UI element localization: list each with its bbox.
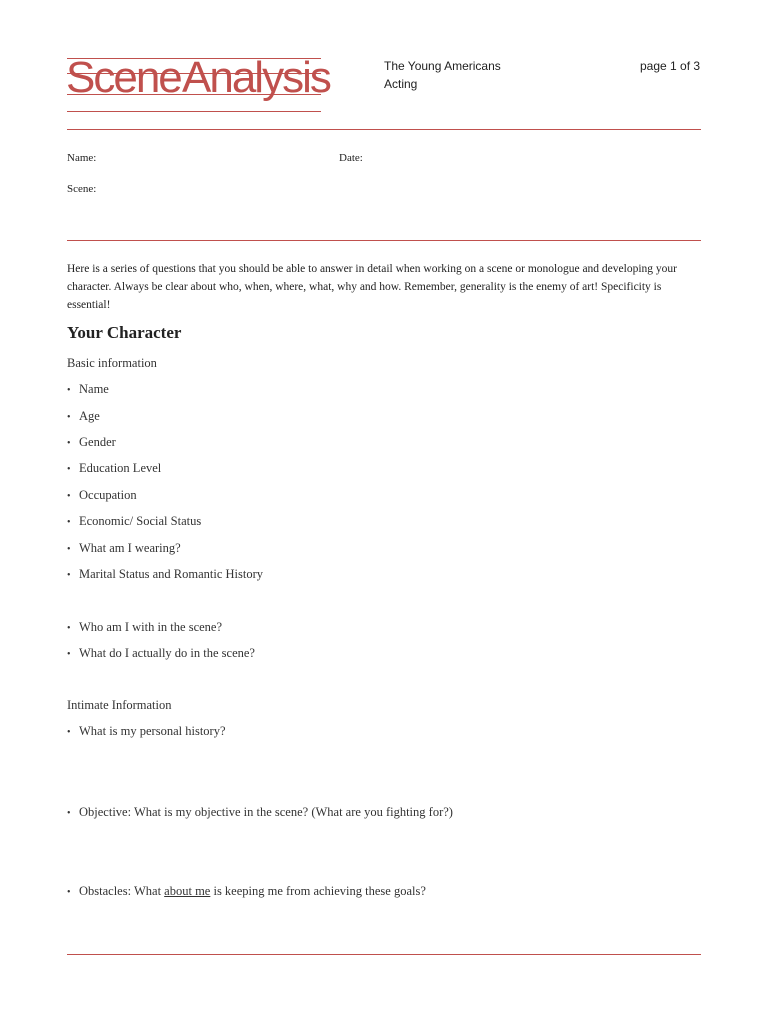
list-item-occupation: • Occupation — [67, 488, 137, 502]
name-label: Name: — [67, 152, 97, 164]
logo-word-scene: Scene — [66, 53, 181, 102]
list-item-status: • Economic/ Social Status — [67, 514, 202, 528]
org-name: The Young Americans — [384, 59, 501, 73]
bullet: • — [67, 808, 71, 819]
bullet: • — [67, 544, 71, 555]
bullet: • — [67, 438, 71, 449]
header-divider — [67, 129, 701, 130]
bullet: • — [67, 385, 71, 396]
list-item-gender: • Gender — [67, 435, 116, 449]
fields-divider — [67, 240, 701, 241]
list-item-name: • Name — [67, 382, 109, 396]
page-indicator: page 1 of 3 — [640, 59, 701, 73]
intimate-info-heading: Intimate Information — [67, 698, 172, 712]
bullet: • — [67, 491, 71, 502]
scene-label: Scene: — [67, 183, 97, 195]
logo-word-analysis: Analysis — [182, 53, 330, 102]
list-item-marital: • Marital Status and Romantic History — [67, 567, 264, 581]
bullet: • — [67, 570, 71, 581]
bullet: • — [67, 517, 71, 528]
basic-info-heading: Basic information — [67, 356, 157, 370]
list-item-with-whom: • Who am I with in the scene? — [67, 620, 223, 634]
list-item-objective: • Objective: What is my objective in the scene? (What are you fighting for?) — [67, 805, 453, 819]
bullet: • — [67, 412, 71, 423]
underlined-phrase: about me — [164, 884, 211, 898]
bullet: • — [67, 464, 71, 475]
section-title: Your Character — [67, 323, 182, 342]
date-label: Date: — [339, 152, 363, 164]
logo-rule-bottom — [67, 111, 321, 112]
list-item-education: • Education Level — [67, 461, 162, 475]
list-item-actions: • What do I actually do in the scene? — [67, 646, 255, 660]
list-item-wearing: • What am I wearing? — [67, 541, 181, 555]
list-item-obstacles: • Obstacles: What about me is keeping me from achieving these goals? — [67, 884, 426, 898]
list-item-history: • What is my personal history? — [67, 724, 226, 738]
bullet: • — [67, 623, 71, 634]
list-item-age: • Age — [67, 409, 100, 423]
bullet: • — [67, 649, 71, 660]
bullet: • — [67, 727, 71, 738]
footer-divider — [67, 954, 701, 955]
subject-label: Acting — [384, 77, 418, 91]
bullet: • — [67, 887, 71, 898]
intro-paragraph: Here is a series of questions that you should be able to answer in detail when working on a scene or monologue and developing your character. Always be clear about who, when, where, what, why and how. Remember, generality is the enemy of art! Specificity is essential! — [67, 263, 677, 311]
